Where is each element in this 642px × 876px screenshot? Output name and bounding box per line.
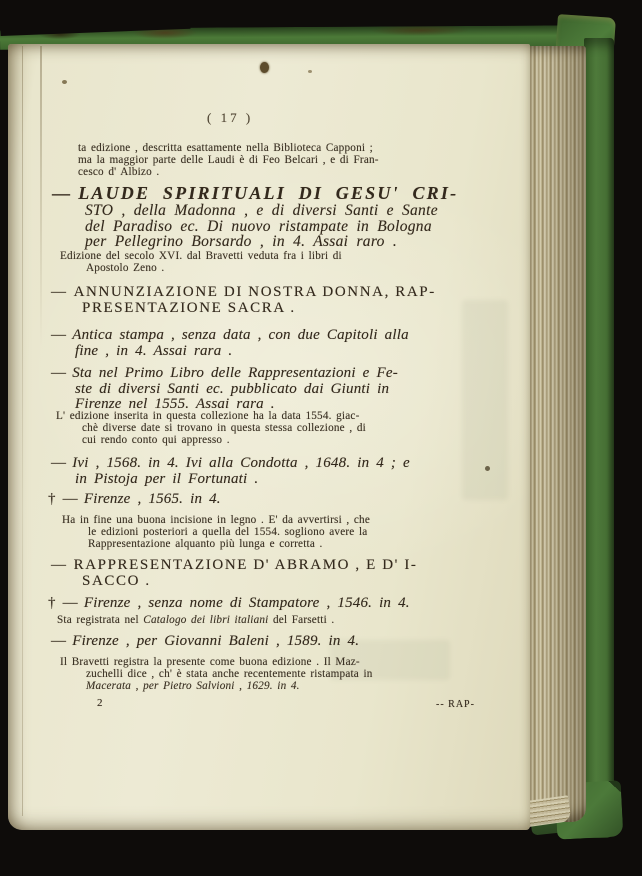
entry-title: ANNUNZIAZIONE DI NOSTRA DONNA, RAP- bbox=[73, 284, 436, 300]
text-line: Apostolo Zeno . bbox=[86, 262, 165, 274]
paper-stain bbox=[260, 62, 269, 73]
note-text-italic: Catalogo dei libri italiani bbox=[143, 614, 269, 626]
entry-dash: — bbox=[51, 557, 68, 573]
show-through-smudge bbox=[462, 300, 508, 500]
text-line: cui rendo conto qui appresso . bbox=[82, 434, 230, 446]
text-line: cesco d' Albizo . bbox=[78, 166, 160, 178]
note-text: Sta registrata nel bbox=[57, 614, 144, 626]
text-line bbox=[52, 184, 458, 203]
entry-antica-stampa bbox=[51, 328, 409, 359]
entry-text: Firenze , senza nome di Stampatore , 1546. in 4. bbox=[83, 595, 410, 611]
text-line: Firenze nel 1555. Assai rara . bbox=[75, 396, 275, 412]
entry-text: Antica stampa , senza data , con due Capitoli alla bbox=[72, 327, 409, 343]
dagger-dash: † — bbox=[48, 595, 78, 611]
text-line: ste di diversi Santi ec. pubblicato dai Giunti in bbox=[75, 380, 390, 397]
entry-firenze-1546 bbox=[48, 596, 410, 612]
text-line: zuchelli dice , ch' è stata anche recentemente ristampata in bbox=[86, 668, 373, 680]
text-line: PRESENTAZIONE SACRA . bbox=[82, 299, 296, 316]
entry-baleni-1589 bbox=[51, 634, 359, 650]
entry-text: Ivi , 1568. in 4. Ivi alla Condotta , 1648. in 4 ; e bbox=[72, 455, 410, 471]
page-seam-line bbox=[40, 46, 42, 346]
entry-title: RAPPRESENTAZIONE D' ABRAMO , E D' I- bbox=[73, 557, 418, 573]
entry-dash: — bbox=[51, 455, 67, 471]
note-edizione-inserita bbox=[56, 410, 366, 446]
intro-paragraph bbox=[78, 142, 379, 178]
entry-abramo-isacco bbox=[51, 558, 418, 589]
text-line bbox=[51, 558, 418, 574]
entry-firenze-1565 bbox=[48, 492, 221, 508]
page-edge-line bbox=[22, 46, 23, 816]
text-line: Macerata , per Pietro Salvioni , 1629. in 4. bbox=[86, 680, 300, 692]
note-text: del Farsetti . bbox=[268, 614, 335, 626]
entry-dash: — bbox=[51, 327, 67, 343]
text-line: ma la maggior parte delle Laudi è di Feo Belcari , e di Fran- bbox=[78, 154, 379, 166]
paper-stain bbox=[308, 70, 312, 73]
entry-dash: — bbox=[51, 633, 67, 649]
entry-ivi-1568 bbox=[51, 456, 410, 487]
text-line: SACCO . bbox=[82, 572, 151, 589]
text-line bbox=[51, 366, 398, 382]
text-line: STO , della Madonna , e di diversi Santi e Sante bbox=[85, 202, 438, 219]
entry-dash: — bbox=[51, 284, 68, 300]
text-line: Rappresentazione alquanto più lunga e corretta . bbox=[88, 538, 323, 550]
text-line: per Pellegrino Borsardo , in 4. Assai raro . bbox=[85, 233, 398, 250]
catchword: -- RAP- bbox=[436, 699, 475, 710]
entry-dash: — bbox=[52, 183, 73, 203]
signature-mark: 2 bbox=[97, 697, 103, 709]
text-line: Ha in fine una buona incisione in legno . E' da avvertirsi , che bbox=[62, 514, 371, 526]
note-bravetti-mazzuchelli bbox=[60, 656, 373, 692]
text-line: le edizioni posteriori a quella del 1554. sogliono avere la bbox=[88, 526, 368, 538]
entry-laude-spirituali bbox=[52, 184, 458, 250]
text-line bbox=[51, 285, 436, 301]
text-line: Il Bravetti registra la presente come buona edizione . Il Maz- bbox=[60, 656, 360, 668]
text-line bbox=[57, 614, 334, 626]
text-line bbox=[48, 596, 410, 612]
text-line bbox=[51, 456, 410, 472]
text-line bbox=[51, 328, 409, 344]
entry-annunziazione bbox=[51, 285, 436, 316]
text-line: Edizione del secolo XVI. dal Bravetti veduta fra i libri di bbox=[60, 250, 342, 262]
note-edizione-secolo bbox=[60, 250, 342, 274]
note-catalogo-farsetti bbox=[57, 614, 334, 626]
entry-dash: — bbox=[51, 365, 67, 381]
text-line: fine , in 4. Assai rara . bbox=[75, 342, 233, 359]
note-incisione-legno bbox=[62, 514, 370, 550]
entry-primo-libro bbox=[51, 366, 398, 413]
text-line bbox=[51, 634, 359, 650]
dagger-dash: † — bbox=[48, 491, 78, 507]
text-line bbox=[48, 492, 221, 508]
entry-text: Firenze , 1565. in 4. bbox=[83, 491, 221, 507]
text-line: del Paradiso ec. Di nuovo ristampate in Bologna bbox=[85, 217, 432, 235]
entry-text: Firenze , per Giovanni Baleni , 1589. in 4. bbox=[72, 633, 360, 649]
text-line: in Pistoja per il Fortunati . bbox=[75, 470, 259, 487]
paper-stain bbox=[62, 80, 67, 84]
entry-title: LAUDE SPIRITUALI DI GESU' CRI- bbox=[78, 183, 459, 203]
text-line: L' edizione inserita in questa collezione ha la data 1554. giac- bbox=[56, 410, 360, 422]
entry-text: Sta nel Primo Libro delle Rappresentazioni e Fe- bbox=[72, 365, 398, 381]
book-cover-right-edge bbox=[584, 38, 614, 838]
page-number: ( 17 ) bbox=[207, 110, 254, 125]
text-line: chè diverse date si trovano in questa stessa collezione , di bbox=[82, 422, 366, 434]
text-line: ta edizione , descritta esattamente nella Biblioteca Capponi ; bbox=[78, 142, 373, 154]
page-edges-fore-edge bbox=[528, 46, 586, 822]
